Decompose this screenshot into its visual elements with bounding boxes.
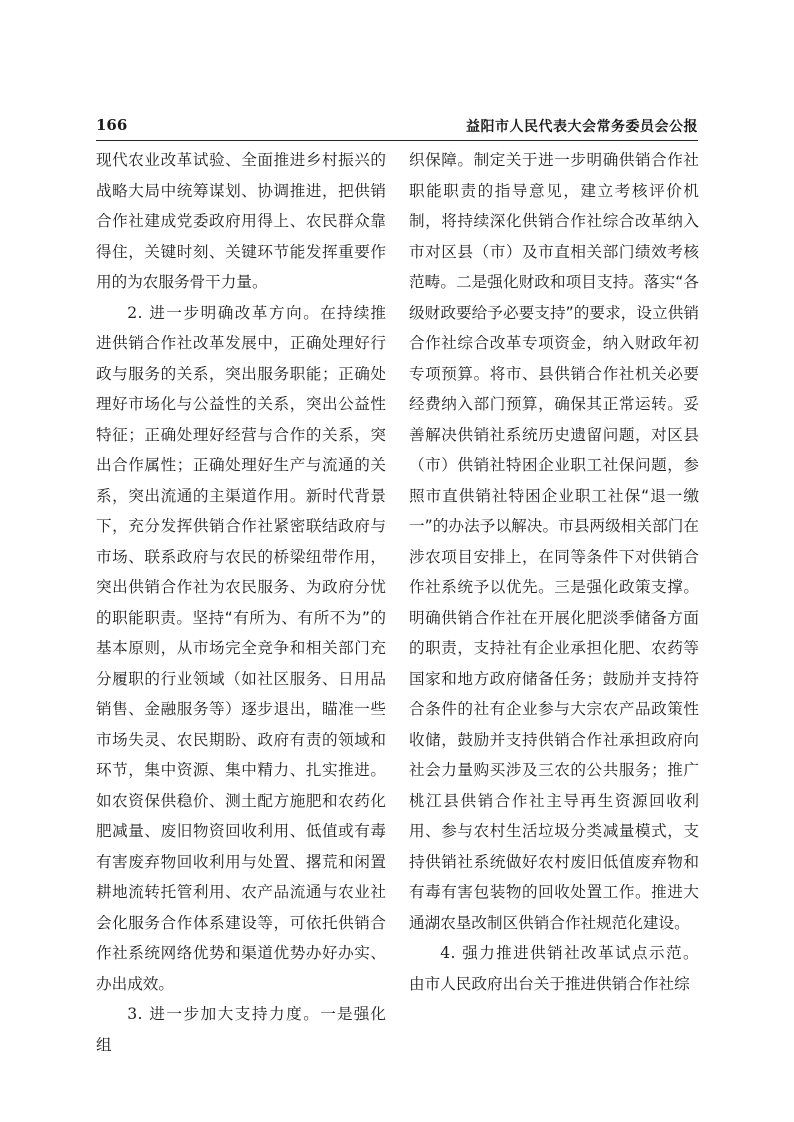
paragraph xyxy=(96,999,386,1060)
paragraph xyxy=(409,938,699,999)
journal-title: 益阳市人民代表大会常务委员会公报 xyxy=(466,119,698,135)
section-heading: 2. 进一步明确改革方向。 xyxy=(127,303,321,322)
left-column xyxy=(96,145,386,1060)
paragraph: 现代农业改革试验、全面推进乡村振兴的战略大局中统筹谋划、协调推进，把供销合作社建成党委政府用得上、农民群众靠得住，关键时刻、关键环节能发挥重要作用的为农服务骨干力量。 xyxy=(96,151,386,291)
paragraph: 织保障。制定关于进一步明确供销合作社职能职责的指导意见，建立考核评价机制，将持续深化供销合作社综合改革纳入市对区县（市）及市直相关部门绩效考核范畴。二是强化财政和项目支持。落实“各级财政要给予必要支持”的要求，设立供销合作社综合改革专项资金，纳入财政年初专项预算。将市、县供销合作社机关必要经费纳入部门预算，确保其正常运转。妥善解决供销社系统历史遗留问题，对区县（市）供销社特困企业职工社保问题，参照市直供销社特困企业职工社保“退一缴一”的办法予以解决。市县两级相关部门在涉农项目安排上，在同等条件下对供销合作社系统予以优先。三是强化政策支撑。明确供销合作社在开展化肥淡季储备方面的职责，支持社有企业承担化肥、农药等国家和地方政府储备任务；鼓励并支持符合条件的社有企业参与大宗农产品政策性收储，鼓励并支持供销合作社承担政府向社会力量购买涉及三农的公共服务；推广桃江县供销合作社主导再生资源回收利用、参与农村生活垃圾分类减量模式，支持供销社系统做好农村废旧低值废弃物和有毒有害包装物的回收处置工作。推进大通湖农垦改制区供销合作社规范化建设。 xyxy=(409,151,699,932)
right-column xyxy=(409,145,699,999)
section-heading: 3. 进一步加大支持力度。 xyxy=(127,1005,321,1023)
section-heading: 4. 强力推进供销社改革试点示范。 xyxy=(440,944,699,962)
page-header xyxy=(96,116,698,138)
paragraph-body: 由市人民政府出台关于推进供销合作社综 xyxy=(409,974,690,993)
page-number: 166 xyxy=(96,116,128,134)
paragraph-body: 一是强化组 xyxy=(96,1005,386,1054)
paragraph xyxy=(96,298,386,1000)
paragraph-body: 在持续推进供销合作社改革发展中，正确处理好行政与服务的关系，突出服务职能；正确处理好市场化与公益性的关系，突出公益性特征；正确处理好经营与合作的关系，突出合作属性；正确处理好生产与流通的关系，突出流通的主渠道作用。新时代背景下，充分发挥供销合作社紧密联结政府与市场、联系政府与农民的桥梁纽带作用，突出供销合作社为农民服务、为政府分忧的职能职责。坚持“有所为、有所不为”的基本原则，从市场完全竞争和相关部门充分履职的行业领域（如社区服务、日用品销售、金融服务等）逐步退出，瞄准一些市场失灵、农民期盼、政府有责的领域和环节，集中资源、集中精力、扎实推进。如农资保供稳价、测土配方施肥和农药化肥减量、废旧物资回收利用、低值或有毒有害废弃物回收利用与处置、撂荒和闲置耕地流转托管利用、农产品流通与农业社会化服务合作体系建设等，可依托供销合作社系统网络优势和渠道优势办好办实、办出成效。 xyxy=(96,303,386,993)
header-rule xyxy=(96,140,698,141)
